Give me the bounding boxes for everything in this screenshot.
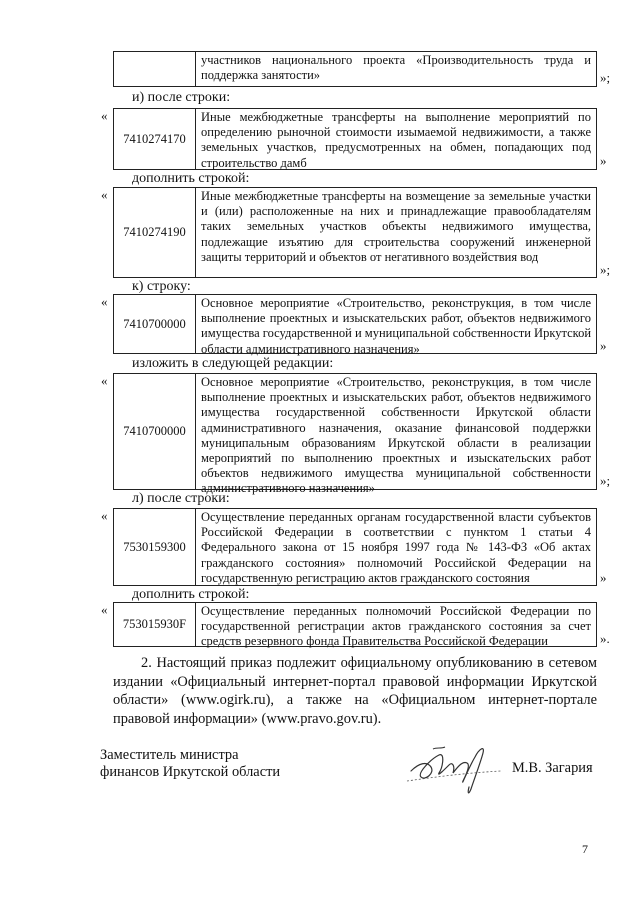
closing-quote: ».	[600, 631, 610, 646]
table-row	[113, 294, 597, 354]
opening-quote: «	[101, 187, 108, 202]
handwritten-signature	[405, 737, 515, 797]
row-code: 7410700000	[114, 374, 196, 489]
row-code: 7410700000	[114, 295, 196, 353]
opening-quote: «	[101, 508, 108, 523]
row-text: Иные межбюджетные трансферты на возмещение за земельные участки и (или) расположенные на них и принадлежащие правообладателям таких земельных участков объекты недвижимого имущества, подлежащие изъятию для строительства сооружений инженерной защиты территорий и объектов от негативного воздействия вод	[201, 189, 591, 264]
table-row	[113, 602, 597, 647]
closing-quote: »;	[600, 473, 611, 488]
table-row	[113, 108, 597, 170]
table-row	[113, 187, 597, 278]
closing-quote: »;	[600, 262, 611, 277]
signatory-position	[100, 747, 280, 781]
row-text: Основное мероприятие «Строительство, реконструкция, в том числе выполнение проектных и изыскательских работ, объектов недвижимого имущества государственной и муниципальной собственности Иркутской области административного назначения»	[201, 296, 592, 356]
signatory-position-line1: Заместитель министра	[100, 747, 239, 763]
opening-quote: «	[101, 294, 108, 309]
row-code: 7530159300	[114, 509, 196, 585]
signatory-name: М.В. Загария	[512, 760, 593, 776]
publication-paragraph: 2. Настоящий приказ подлежит официальному опубликованию в сетевом издании «Официальный интернет-портал правовой информации Иркутской области» (www.ogirk.ru), а также на «Официальном интернет-портале правовой информации» (www.pravo.gov.ru).	[113, 655, 597, 727]
signatory-position-line2: финансов Иркутской области	[100, 764, 281, 780]
row-code: 7410274170	[114, 109, 196, 169]
table-row	[113, 51, 597, 87]
instruction-label: и) после строки:	[132, 90, 231, 105]
page-number: 7	[582, 842, 588, 856]
row-code	[114, 52, 196, 86]
table-row	[113, 508, 597, 586]
closing-quote: »;	[600, 70, 611, 85]
instruction-label: л) после строки:	[132, 491, 230, 506]
opening-quote: «	[101, 602, 108, 617]
row-text: Основное мероприятие «Строительство, реконструкция, в том числе выполнение проектных и изыскательских работ, объектов недвижимого имущества государственной собственности Иркутской области административного назначения, оказание финансовой поддержки муниципальным образованиям Иркутской области в реализации мероприятий по выполнению проектных и изыскательских работ объектов недвижимого имущества муниципальной собственности административного назначения»	[201, 375, 591, 496]
table-row	[113, 373, 597, 496]
row-text: Осуществление переданных органам государственной власти субъектов Российской Федерации в соответствии с пунктом 1 статьи 4 Федерального закона от 15 ноября 1997 года № 143-ФЗ «Об актах гражданского состояния» полномочий Российской Федерации на государственную регистрацию актов гражданского состояния	[201, 510, 591, 585]
closing-quote: »	[600, 570, 607, 585]
closing-quote: »	[600, 153, 607, 168]
row-code: 753015930F	[114, 603, 196, 646]
instruction-label: дополнить строкой:	[132, 587, 250, 602]
row-text: участников национального проекта «Производительность труда и поддержка занятости»	[201, 53, 591, 83]
opening-quote: «	[101, 373, 108, 388]
row-text: Осуществление переданных полномочий Российской Федерации по государственной регистрации актов гражданского состояния за счет средств резервного фонда Правительства Российской Федерации	[201, 604, 591, 649]
row-code: 7410274190	[114, 188, 196, 277]
opening-quote: «	[101, 108, 108, 123]
instruction-label: изложить в следующей редакции:	[132, 356, 334, 371]
row-text: Иные межбюджетные трансферты на выполнение мероприятий по определению рыночной стоимости изымаемой недвижимости, а также земельных участков, предусмотренных на обмен, попадающих под строительство дамб	[201, 110, 591, 170]
closing-quote: »	[600, 338, 607, 353]
instruction-label: дополнить строкой:	[132, 171, 250, 186]
instruction-label: к) строку:	[132, 279, 191, 294]
